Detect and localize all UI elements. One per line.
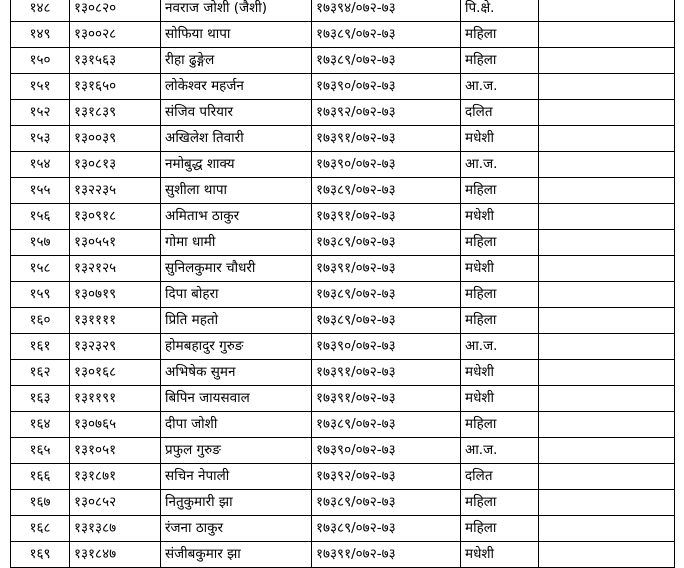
remark-cell (539, 308, 675, 334)
remark-cell (539, 412, 675, 438)
table-row (11, 204, 675, 230)
table-row (11, 74, 675, 100)
remark-cell (539, 152, 675, 178)
serial-number-cell: १६५ (11, 438, 70, 464)
remark-cell (539, 282, 675, 308)
roll-number-cell: १३२१२५ (70, 256, 161, 282)
table-row (11, 22, 675, 48)
table-row (11, 100, 675, 126)
registration-number-cell: १७३८९/०७२-७३ (312, 178, 461, 204)
remark-cell (539, 0, 675, 22)
candidate-name-cell: लोकेश्वर महर्जन (161, 74, 312, 100)
table-row (11, 230, 675, 256)
table-row (11, 334, 675, 360)
roll-number-cell: १३१८७१ (70, 464, 161, 490)
remark-cell (539, 230, 675, 256)
registration-number-cell: १७३८९/०७२-७३ (312, 516, 461, 542)
roll-number-cell: १३०५५१ (70, 230, 161, 256)
serial-number-cell: १५३ (11, 126, 70, 152)
roll-number-cell: १३१८३९ (70, 100, 161, 126)
roll-number-cell: १३०७१९ (70, 282, 161, 308)
remark-cell (539, 100, 675, 126)
serial-number-cell: १४८ (11, 0, 70, 22)
category-cell: महिला (461, 48, 539, 74)
table-row (11, 438, 675, 464)
serial-number-cell: १६९ (11, 542, 70, 568)
serial-number-cell: १६३ (11, 386, 70, 412)
candidate-name-cell: दीपा जोशी (161, 412, 312, 438)
registration-number-cell: १७३८९/०७२-७३ (312, 282, 461, 308)
candidate-name-cell: गोमा धामी (161, 230, 312, 256)
table-row (11, 360, 675, 386)
registration-number-cell: १७३९१/०७२-७३ (312, 542, 461, 568)
roll-number-cell: १३०८२० (70, 0, 161, 22)
serial-number-cell: १५१ (11, 74, 70, 100)
serial-number-cell: १६२ (11, 360, 70, 386)
registration-number-cell: १७३८९/०७२-७३ (312, 48, 461, 74)
candidate-name-cell: प्रिति महतो (161, 308, 312, 334)
category-cell: महिला (461, 230, 539, 256)
table-row (11, 48, 675, 74)
category-cell: महिला (461, 412, 539, 438)
candidate-name-cell: अमिताभ ठाकुर (161, 204, 312, 230)
roll-number-cell: १३१०५१ (70, 438, 161, 464)
category-cell: मधेशी (461, 256, 539, 282)
table-row (11, 178, 675, 204)
category-cell: दलित (461, 464, 539, 490)
remark-cell (539, 126, 675, 152)
registration-number-cell: १७३८९/०७२-७३ (312, 412, 461, 438)
category-cell: महिला (461, 516, 539, 542)
candidate-name-cell: नितुकुमारी झा (161, 490, 312, 516)
table-row (11, 0, 675, 22)
category-cell: मधेशी (461, 386, 539, 412)
remark-cell (539, 204, 675, 230)
registration-number-cell: १७३९०/०७२-७३ (312, 74, 461, 100)
remark-cell (539, 386, 675, 412)
category-cell: महिला (461, 282, 539, 308)
category-cell: आ.ज. (461, 438, 539, 464)
category-cell: मधेशी (461, 360, 539, 386)
registration-number-cell: १७३९२/०७२-७३ (312, 464, 461, 490)
candidate-name-cell: रीहा ढुङ्गेल (161, 48, 312, 74)
registration-number-cell: १७३८९/०७२-७३ (312, 308, 461, 334)
candidate-name-cell: संजीबकुमार झा (161, 542, 312, 568)
registration-number-cell: १७३९१/०७२-७३ (312, 126, 461, 152)
table-row (11, 542, 675, 568)
roll-number-cell: १३२२३५ (70, 178, 161, 204)
registration-number-cell: १७३९०/०७२-७३ (312, 438, 461, 464)
serial-number-cell: १५४ (11, 152, 70, 178)
registration-number-cell: १७३९१/०७२-७३ (312, 204, 461, 230)
candidate-name-cell: दिपा बोहरा (161, 282, 312, 308)
registration-number-cell: १७३९१/०७२-७३ (312, 386, 461, 412)
serial-number-cell: १५५ (11, 178, 70, 204)
remark-cell (539, 22, 675, 48)
table-row (11, 126, 675, 152)
category-cell: पि.क्षे. (461, 0, 539, 22)
candidate-name-cell: संजिव परियार (161, 100, 312, 126)
roll-number-cell: १३०७६५ (70, 412, 161, 438)
serial-number-cell: १५२ (11, 100, 70, 126)
category-cell: मधेशी (461, 126, 539, 152)
serial-number-cell: १५० (11, 48, 70, 74)
serial-number-cell: १६० (11, 308, 70, 334)
registration-number-cell: १७३९०/०७२-७३ (312, 152, 461, 178)
serial-number-cell: १५९ (11, 282, 70, 308)
serial-number-cell: १५८ (11, 256, 70, 282)
registration-number-cell: १७३९०/०७२-७३ (312, 334, 461, 360)
remark-cell (539, 178, 675, 204)
table-row (11, 516, 675, 542)
candidate-name-cell: प्रफुल गुरुङ (161, 438, 312, 464)
roll-number-cell: १३१८४७ (70, 542, 161, 568)
roll-number-cell: १३११९१ (70, 386, 161, 412)
category-cell: महिला (461, 490, 539, 516)
roll-number-cell: १३००३९ (70, 126, 161, 152)
serial-number-cell: १६६ (11, 464, 70, 490)
candidate-name-cell: सुनिलकुमार चौधरी (161, 256, 312, 282)
registration-number-cell: १७३९४/०७२-७३ (312, 0, 461, 22)
remark-cell (539, 490, 675, 516)
roll-number-cell: १३००२८ (70, 22, 161, 48)
registration-number-cell: १७३८९/०७२-७३ (312, 22, 461, 48)
candidate-name-cell: सचिन नेपाली (161, 464, 312, 490)
roll-number-cell: १३१५६३ (70, 48, 161, 74)
candidate-name-cell: होमबहादुर गुरुङ (161, 334, 312, 360)
candidate-name-cell: सोफिया थापा (161, 22, 312, 48)
registration-number-cell: १७३९१/०७२-७३ (312, 360, 461, 386)
category-cell: महिला (461, 308, 539, 334)
category-cell: महिला (461, 22, 539, 48)
table-row (11, 308, 675, 334)
remark-cell (539, 74, 675, 100)
category-cell: आ.ज. (461, 74, 539, 100)
serial-number-cell: १६७ (11, 490, 70, 516)
remark-cell (539, 48, 675, 74)
roll-number-cell: १३१३८७ (70, 516, 161, 542)
candidate-list-table (10, 0, 675, 568)
candidate-name-cell: रंजना ठाकुर (161, 516, 312, 542)
table-row (11, 282, 675, 308)
registration-number-cell: १७३९२/०७२-७३ (312, 100, 461, 126)
remark-cell (539, 516, 675, 542)
remark-cell (539, 334, 675, 360)
table-row (11, 490, 675, 516)
roll-number-cell: १३२३२९ (70, 334, 161, 360)
serial-number-cell: १५७ (11, 230, 70, 256)
candidate-name-cell: सुशीला थापा (161, 178, 312, 204)
category-cell: महिला (461, 178, 539, 204)
registration-number-cell: १७३८९/०७२-७३ (312, 230, 461, 256)
remark-cell (539, 438, 675, 464)
candidate-name-cell: बिपिन जायसवाल (161, 386, 312, 412)
category-cell: मधेशी (461, 204, 539, 230)
table-row (11, 256, 675, 282)
roll-number-cell: १३११११ (70, 308, 161, 334)
serial-number-cell: १६१ (11, 334, 70, 360)
candidate-name-cell: नवराज जोशी (जैशी) (161, 0, 312, 22)
category-cell: दलित (461, 100, 539, 126)
roll-number-cell: १३०१६८ (70, 360, 161, 386)
category-cell: आ.ज. (461, 334, 539, 360)
serial-number-cell: १५६ (11, 204, 70, 230)
registration-number-cell: १७३९१/०७२-७३ (312, 256, 461, 282)
candidate-name-cell: नमोबुद्ध शाक्य (161, 152, 312, 178)
table-body (11, 0, 675, 568)
category-cell: आ.ज. (461, 152, 539, 178)
table-row (11, 152, 675, 178)
candidate-name-cell: अखिलेश तिवारी (161, 126, 312, 152)
serial-number-cell: १६८ (11, 516, 70, 542)
table-row (11, 412, 675, 438)
registration-number-cell: १७३८९/०७२-७३ (312, 490, 461, 516)
roll-number-cell: १३०९१८ (70, 204, 161, 230)
remark-cell (539, 256, 675, 282)
roll-number-cell: १३१६५० (70, 74, 161, 100)
serial-number-cell: १४९ (11, 22, 70, 48)
remark-cell (539, 360, 675, 386)
roll-number-cell: १३०८५२ (70, 490, 161, 516)
remark-cell (539, 542, 675, 568)
serial-number-cell: १६४ (11, 412, 70, 438)
table-row (11, 464, 675, 490)
candidate-name-cell: अभिषेक सुमन (161, 360, 312, 386)
roll-number-cell: १३०८१३ (70, 152, 161, 178)
remark-cell (539, 464, 675, 490)
table-row (11, 386, 675, 412)
category-cell: मधेशी (461, 542, 539, 568)
